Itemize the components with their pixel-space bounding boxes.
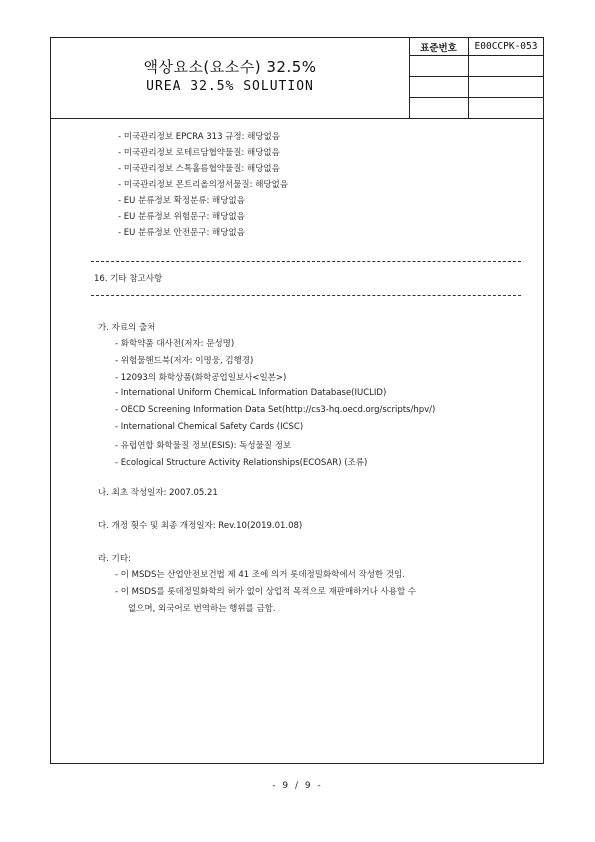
product-title-korean: 액상요소(요소수) 32.5%	[143, 58, 317, 76]
subsection-heading: 가. 자료의 출처	[98, 323, 156, 333]
divider	[91, 295, 521, 296]
list-item: - EU 분류정보 안전문구: 해당없음	[118, 228, 245, 238]
standard-number-table	[409, 38, 543, 118]
first-written-date: 나. 최초 작성일자: 2007.05.21	[98, 488, 218, 498]
std-value: E00CCPK-053	[474, 41, 538, 52]
page-number: - 9 / 9 -	[272, 781, 323, 791]
source-item: - OECD Screening Information Data Set(http://cs3-hq.oecd.org/scripts/hpv/)	[115, 405, 436, 415]
source-item: - 위험물핸드북(저자: 이명웅, 김행경)	[115, 356, 254, 366]
divider	[91, 261, 521, 262]
list-item: - 미국관리정보 몬트리올의정서물질: 해당없음	[118, 180, 289, 190]
source-item: - 화학약품 대사전(저자: 문성명)	[115, 339, 235, 349]
document-frame	[50, 37, 544, 764]
title-cell	[51, 38, 410, 118]
std-row-empty	[409, 55, 543, 77]
std-row-empty	[409, 97, 543, 118]
subsection-heading: 라. 기타:	[98, 554, 131, 564]
std-label: 표준번호	[409, 38, 469, 55]
list-item: - 미국관리정보 EPCRA 313 규정: 해당없음	[118, 132, 281, 142]
product-title-english: UREA 32.5% SOLUTION	[146, 79, 314, 94]
list-item: - 미국관리정보 스톡홀름협약물질: 해당없음	[118, 164, 280, 174]
document-header	[51, 38, 543, 119]
std-row-header	[409, 38, 543, 56]
std-row-empty	[409, 76, 543, 98]
list-item: - 미국관리정보 로테르담협약물질: 해당없음	[118, 148, 280, 158]
section-heading: 16. 기타 참고사항	[94, 274, 163, 284]
etc-item: - 이 MSDS는 산업안전보건법 제 41 조에 의거 롯데정밀화학에서 작성한 것임.	[115, 570, 405, 580]
etc-item: - 이 MSDS를 롯데정밀화학의 허가 없이 상업적 목적으로 재판매하거나 사용할 수	[115, 587, 417, 597]
source-item: - International Chemical Safety Cards (ICSC)	[115, 422, 304, 432]
etc-item: 없으며, 외국어로 번역하는 행위를 금함.	[128, 604, 276, 614]
list-item: - EU 분류정보 위험문구: 해당없음	[118, 212, 245, 222]
source-item: - 유럽연합 화학물질 정보(ESIS): 독성물질 정보	[115, 441, 292, 451]
list-item: - EU 분류정보 확정분류: 해당없음	[118, 196, 245, 206]
source-item: - 12093의 화학상품(화학공업일보사<일본>)	[115, 373, 287, 383]
revision-info: 다. 개정 횟수 및 최종 개정일자: Rev.10(2019.01.08)	[98, 521, 303, 531]
source-item: - Ecological Structure Activity Relationships(ECOSAR) (조류)	[115, 458, 368, 468]
source-item: - International Uniform ChemicaL Information Database(IUCLID)	[115, 388, 387, 398]
